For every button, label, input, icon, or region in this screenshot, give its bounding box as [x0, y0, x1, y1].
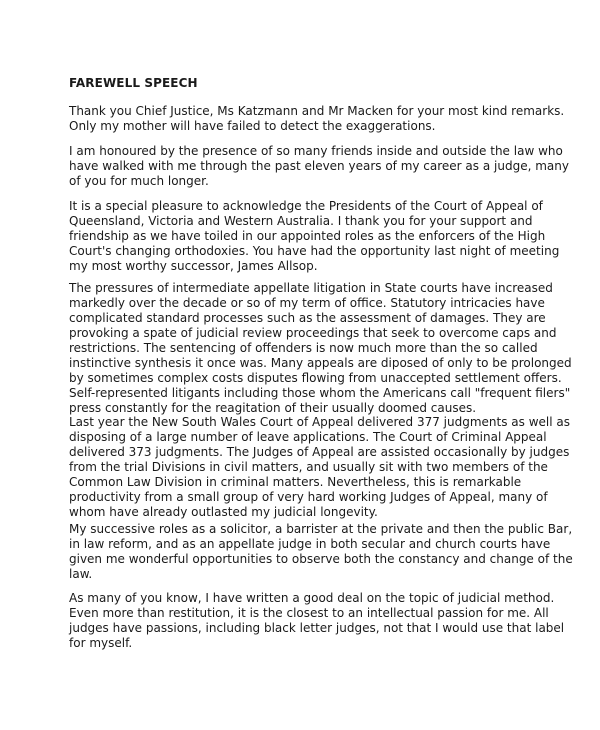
- text-line: by sometimes complex costs disputes flowing from unaccepted settlement offers.: [69, 371, 562, 385]
- text-line: given me wonderful opportunities to observe both the constancy and change of the: [69, 552, 573, 566]
- text-line: It is a special pleasure to acknowledge the Presidents of the Court of Appeal of: [69, 199, 543, 213]
- text-line: press constantly for the reagitation of their usually doomed causes.: [69, 401, 477, 415]
- text-line: Queensland, Victoria and Western Australia. I thank you for your support and: [69, 214, 533, 228]
- paragraph: [69, 144, 569, 189]
- text-line: have walked with me through the past eleven years of my career as a judge, many: [69, 159, 569, 173]
- text-line: As many of you know, I have written a good deal on the topic of judicial method.: [69, 591, 555, 605]
- text-line: My successive roles as a solicitor, a barrister at the private and then the public Bar,: [69, 522, 573, 536]
- text-line: restrictions. The sentencing of offenders is now much more than the so called: [69, 341, 538, 355]
- text-line: instinctive synthesis it once was. Many appeals are diposed of only to be prolonged: [69, 356, 572, 370]
- text-line: in law reform, and as an appellate judge in both secular and church courts have: [69, 537, 551, 551]
- text-line: disposing of a large number of leave applications. The Court of Criminal Appeal: [69, 430, 547, 444]
- text-line: Self-represented litigants including those whom the Americans call "frequent filers": [69, 386, 571, 400]
- text-line: judges have passions, including black letter judges, not that I would use that label: [69, 621, 565, 635]
- document-title: FAREWELL SPEECH: [69, 76, 198, 90]
- text-line: Court's changing orthodoxies. You have had the opportunity last night of meeting: [69, 244, 560, 258]
- text-line: Last year the New South Wales Court of Appeal delivered 377 judgments as well as: [69, 415, 570, 429]
- paragraph: [69, 104, 564, 134]
- text-line: delivered 373 judgments. The Judges of Appeal are assisted occasionally by judges: [69, 445, 570, 459]
- text-line: Common Law Division in criminal matters. Nevertheless, this is remarkable: [69, 475, 522, 489]
- text-line: whom have already outlasted my judicial longevity.: [69, 505, 378, 519]
- text-line: I am honoured by the presence of so many friends inside and outside the law who: [69, 144, 563, 158]
- text-line: provoking a spate of judicial review proceedings that seek to overcome caps and: [69, 326, 557, 340]
- text-line: complicated standard processes such as the assessment of damages. They are: [69, 311, 546, 325]
- text-line: friendship as we have toiled in our appointed roles as the enforcers of the High: [69, 229, 546, 243]
- text-line: Only my mother will have failed to detect the exaggerations.: [69, 119, 436, 133]
- text-line: productivity from a small group of very hard working Judges of Appeal, many of: [69, 490, 548, 504]
- paragraph: [69, 199, 559, 274]
- paragraph: [69, 415, 570, 520]
- text-line: markedly over the decade or so of my term of office. Statutory intricacies have: [69, 296, 545, 310]
- text-line: law.: [69, 567, 93, 581]
- text-line: Thank you Chief Justice, Ms Katzmann and Mr Macken for your most kind remarks.: [69, 104, 565, 118]
- text-line: of you for much longer.: [69, 174, 209, 188]
- text-line: for myself.: [69, 636, 133, 650]
- text-line: The pressures of intermediate appellate litigation in State courts have increased: [69, 281, 553, 295]
- paragraph: [69, 522, 573, 582]
- text-line: my most worthy successor, James Allsop.: [69, 259, 318, 273]
- text-line: Even more than restitution, it is the closest to an intellectual passion for me. All: [69, 606, 549, 620]
- paragraph: [69, 281, 572, 416]
- paragraph: [69, 591, 564, 651]
- text-line: from the trial Divisions in civil matters, and usually sit with two members of the: [69, 460, 548, 474]
